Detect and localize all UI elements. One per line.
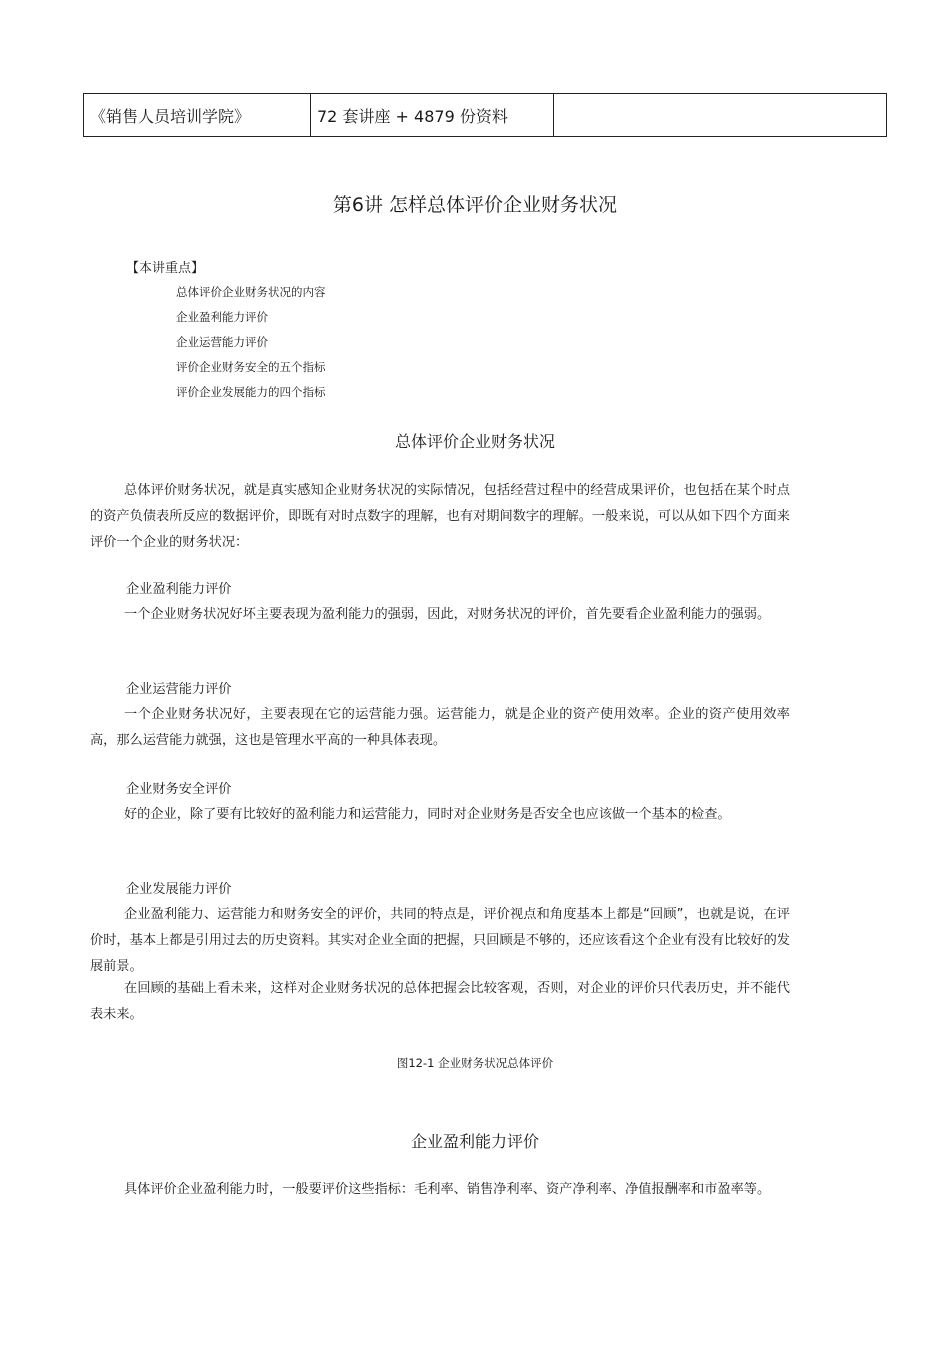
- key-points-label: 【本讲重点】: [126, 261, 205, 276]
- list-item: 评价企业财务安全的五个指标: [176, 360, 326, 374]
- safety-paragraph: 好的企业，除了要有比较好的盈利能力和运营能力，同时对企业财务是否安全也应该做一个基本的检查。: [124, 807, 731, 822]
- growth-paragraph-1: 企业盈利能力、运营能力和财务安全的评价，共同的特点是，评价视点和角度基本上都是“回顾”，也就是说，在评价时，基本上都是引用过去的历史资料。其实对企业全面的把握，只回顾是不够的，还应该看这个企业有没有比较好的发展前景。: [90, 907, 790, 974]
- list-item: 总体评价企业财务状况的内容: [176, 285, 326, 299]
- operation-paragraph: 一个企业财务状况好，主要表现在它的运营能力强。运营能力，就是企业的资产使用效率。企业的资产使用效率高，那么运营能力就强，这也是管理水平高的一种具体表现。: [90, 707, 790, 748]
- subheading-growth: 企业发展能力评价: [126, 882, 232, 897]
- intro-paragraph: 总体评价财务状况，就是真实感知企业财务状况的实际情况，包括经营过程中的经营成果评价，也包括在某个时点的资产负债表所反应的数据评价，即既有对时点数字的理解，也有对期间数字的理解。一般来说，可以从如下四个方面来评价一个企业的财务状况：: [90, 483, 790, 550]
- profit-indicators-paragraph: 具体评价企业盈利能力时，一般要评价这些指标：毛利率、销售净利率、资产净利率、净值报酬率和市盈率等。: [124, 1182, 771, 1197]
- lecture-title: 第6讲 怎样总体评价企业财务状况: [332, 194, 618, 216]
- key-points-list: [176, 284, 326, 409]
- growth-paragraph-2: 在回顾的基础上看未来，这样对企业财务状况的总体把握会比较客观，否则，对企业的评价只代表历史，并不能代表未来。: [90, 981, 790, 1022]
- subheading-profit: 企业盈利能力评价: [126, 582, 232, 597]
- list-item: 企业盈利能力评价: [176, 310, 268, 324]
- figure-caption: 图12-1 企业财务状况总体评价: [396, 1056, 554, 1070]
- subheading-operation: 企业运营能力评价: [126, 682, 232, 697]
- header-table: [83, 93, 887, 137]
- header-cell-resources: 72 套讲座 + 4879 份资料: [311, 94, 554, 137]
- subheading-safety: 企业财务安全评价: [126, 782, 232, 797]
- header-cell-empty: [554, 94, 887, 137]
- list-item: 评价企业发展能力的四个指标: [176, 385, 326, 399]
- section-heading-profit: 企业盈利能力评价: [410, 1132, 539, 1151]
- list-item: 企业运营能力评价: [176, 335, 268, 349]
- header-cell-course: 《销售人员培训学院》: [84, 94, 311, 137]
- section-heading-overall: 总体评价企业财务状况: [394, 432, 555, 451]
- profit-paragraph: 一个企业财务状况好坏主要表现为盈利能力的强弱，因此，对财务状况的评价，首先要看企业盈利能力的强弱。: [124, 607, 771, 622]
